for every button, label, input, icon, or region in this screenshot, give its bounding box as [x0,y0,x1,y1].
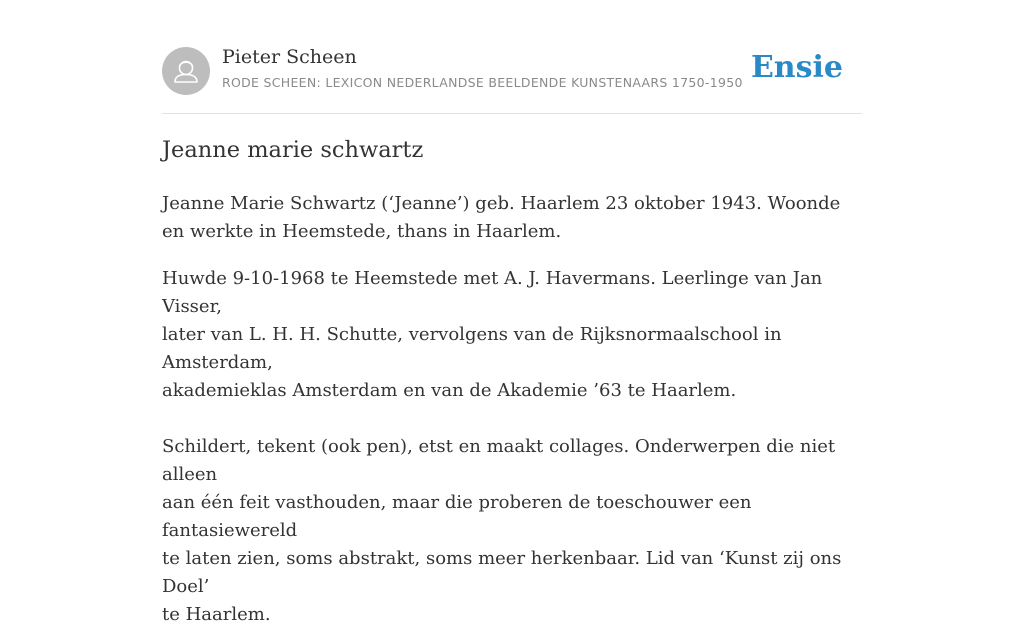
article-line: akademieklas Amsterdam en van de Akademie ’63 te Haarlem. [162,380,737,401]
author-name[interactable]: Pieter Scheen [222,46,357,68]
article-header [162,45,862,114]
article-line: te Haarlem. [162,604,271,625]
article-line: te laten zien, soms abstrakt, soms meer herkenbaar. Lid van ‘Kunst zij ons Doel’ [162,548,842,597]
source-title[interactable]: RODE SCHEEN: LEXICON NEDERLANDSE BEELDENDE KUNSTENAARS 1750-1950 [222,75,743,90]
article-line: Huwde 9-10-1968 te Heemstede met A. J. Havermans. Leerlinge van Jan Visser, [162,268,823,317]
article-paragraph: Jeanne Marie Schwartz (‘Jeanne’) geb. Haarlem 23 oktober 1943. Woonde en werkte in Heemstede, thans in Haarlem. [162,193,841,242]
article-title: Jeanne marie schwartz [162,137,424,163]
article-body [162,190,862,629]
article-line: Schildert, tekent (ook pen), etst en maakt collages. Onderwerpen die niet alleen [162,436,836,485]
brand-logo[interactable]: Ensie [750,50,843,85]
user-icon [162,47,210,95]
article-line: aan één feit vasthouden, maar die proberen de toeschouwer een fantasiewereld [162,492,752,541]
article-paragraph-lines [162,265,862,629]
article-line-blank [162,405,862,433]
article-line: later van L. H. H. Schutte, vervolgens van de Rijksnormaalschool in Amsterdam, [162,324,782,373]
author-avatar[interactable] [162,47,210,95]
